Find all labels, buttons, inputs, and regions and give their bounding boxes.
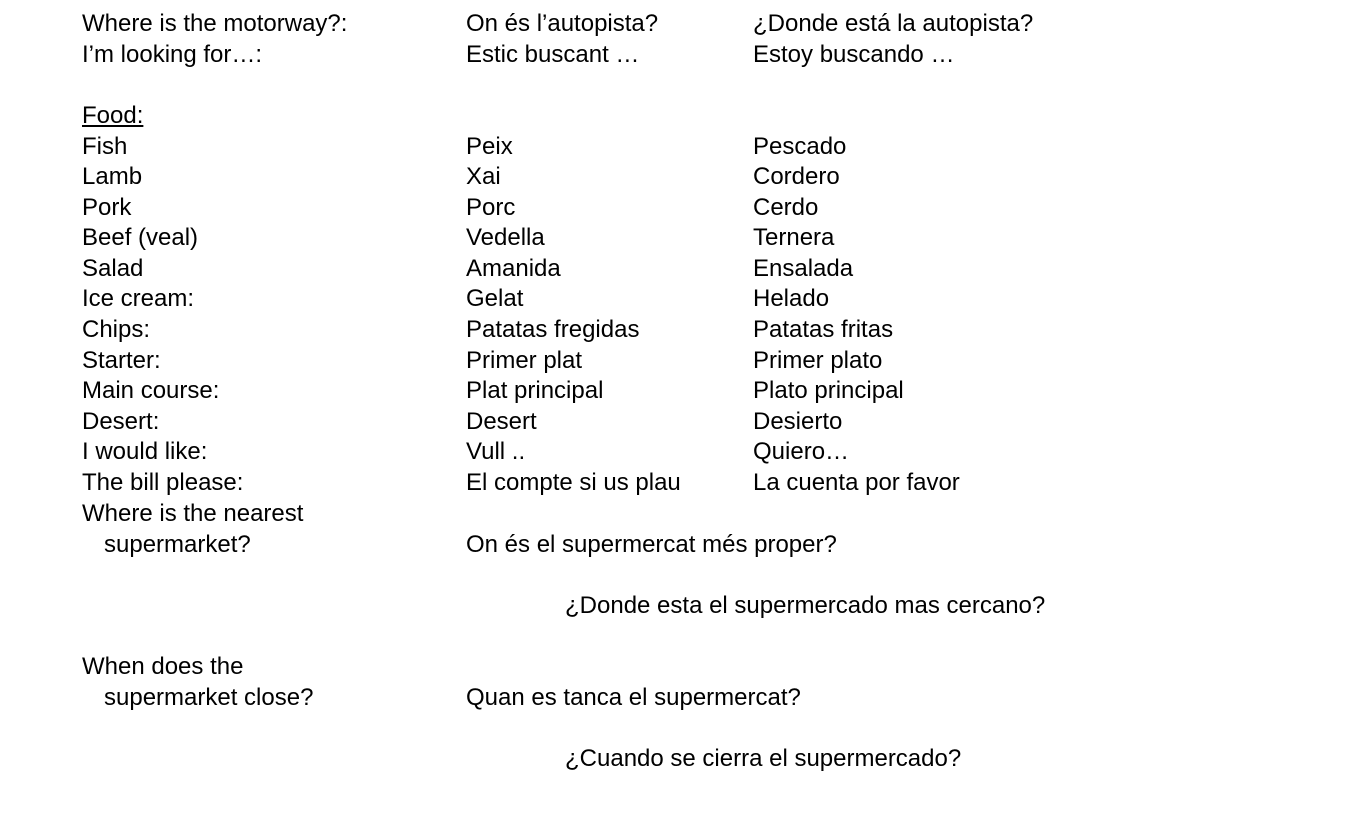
english-word: The bill please: [82,469,244,496]
food-row [0,468,1352,499]
english-word: Main course: [82,377,220,404]
catalan-phrase: On és l’autopista? [466,10,659,37]
phrase-row-supermarket-close-cont [0,683,1352,714]
catalan-word: Desert [466,408,537,435]
catalan-word: Primer plat [466,347,583,374]
spanish-word: Cerdo [753,194,819,221]
spanish-word: Quiero… [753,438,850,465]
food-row [0,223,1352,254]
english-word: Chips: [82,316,151,343]
catalan-word: Vull .. [466,438,526,465]
catalan-word: Porc [466,194,516,221]
food-heading: Food: [82,102,144,129]
spanish-phrase: ¿Donde esta el supermercado mas cercano? [565,592,1046,619]
spanish-phrase: ¿Cuando se cierra el supermercado? [565,745,962,772]
catalan-word: Vedella [466,224,545,251]
phrase-row-nearest-supermarket-cont [0,530,1352,561]
spanish-word: Patatas fritas [753,316,894,343]
catalan-word: Peix [466,133,513,160]
english-word: Fish [82,133,128,160]
english-word: Beef (veal) [82,224,199,251]
phrase-row-motorway [0,9,1352,40]
catalan-word: El compte si us plau [466,469,681,496]
spanish-word: Ternera [753,224,835,251]
spanish-word: Desierto [753,408,843,435]
catalan-word: Plat principal [466,377,604,404]
english-word: Pork [82,194,132,221]
spanish-word: Helado [753,285,830,312]
catalan-phrase: On és el supermercat més proper? [466,531,837,558]
food-row [0,193,1352,224]
spanish-phrase-row [0,591,1352,622]
catalan-phrase: Estic buscant … [466,41,640,68]
english-word: Lamb [82,163,143,190]
food-row [0,162,1352,193]
food-row [0,407,1352,438]
food-row [0,284,1352,315]
english-word: Starter: [82,347,161,374]
english-phrase: Where is the motorway?: [82,10,348,37]
spanish-word: Primer plato [753,347,883,374]
food-row [0,346,1352,377]
catalan-word: Patatas fregidas [466,316,640,343]
spanish-phrase: ¿Donde está la autopista? [753,10,1034,37]
food-heading-row [0,101,1352,132]
food-row [0,437,1352,468]
english-phrase: I’m looking for…: [82,41,263,68]
english-phrase-line1: When does the [82,653,244,680]
spanish-word: Pescado [753,133,847,160]
english-phrase-line2: supermarket? [104,531,251,558]
phrase-row-supermarket-close [0,652,1352,683]
spanish-word: Ensalada [753,255,854,282]
phrase-row-nearest-supermarket [0,499,1352,530]
catalan-word: Xai [466,163,501,190]
food-row [0,376,1352,407]
english-word: Salad [82,255,144,282]
catalan-phrase: Quan es tanca el supermercat? [466,684,801,711]
spanish-word: Cordero [753,163,840,190]
food-row [0,132,1352,163]
english-phrase-line2: supermarket close? [104,684,314,711]
food-row [0,315,1352,346]
catalan-word: Amanida [466,255,561,282]
phrase-row-looking-for [0,40,1352,71]
spanish-word: Plato principal [753,377,904,404]
english-word: Desert: [82,408,160,435]
english-word: I would like: [82,438,208,465]
food-row [0,254,1352,285]
catalan-word: Gelat [466,285,524,312]
spanish-phrase-row [0,744,1352,775]
spanish-phrase: Estoy buscando … [753,41,955,68]
english-phrase-line1: Where is the nearest [82,500,304,527]
english-word: Ice cream: [82,285,195,312]
spanish-word: La cuenta por favor [753,469,960,496]
